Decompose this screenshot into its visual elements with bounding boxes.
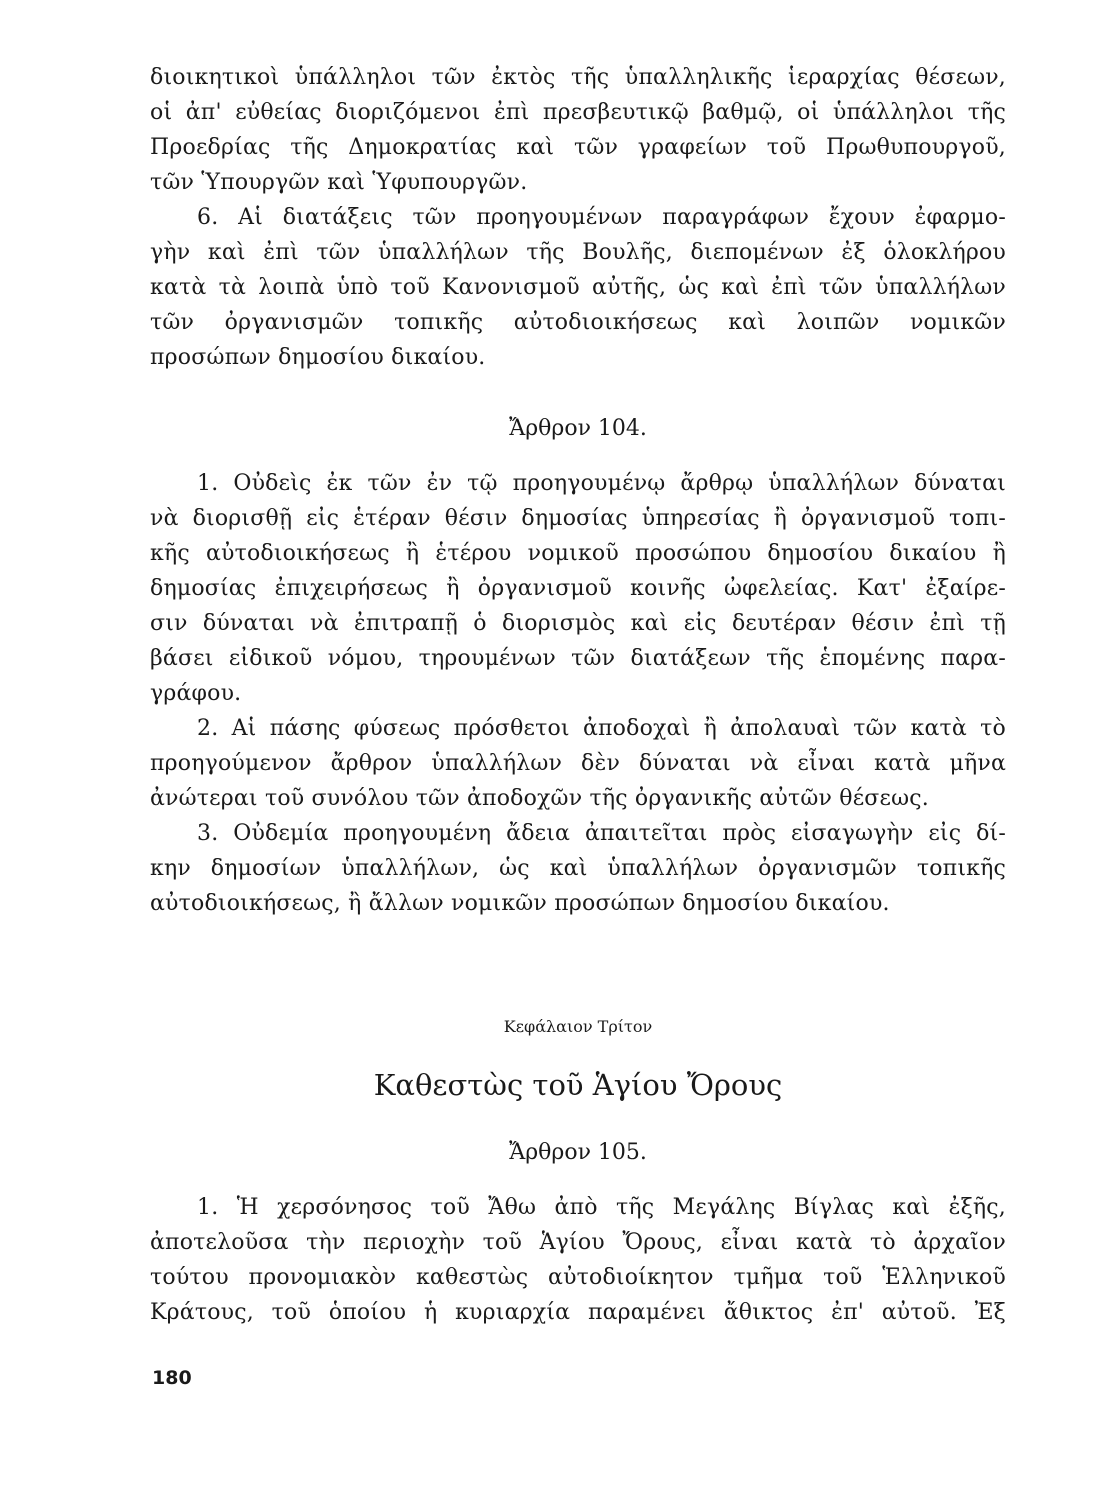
spacer [150,1105,1006,1135]
spacer [150,1170,1006,1190]
text-line: Προεδρίας τῆς Δημοκρατίας καὶ τῶν γραφείων τοῦ Πρωθυπουργοῦ, [150,135,1006,160]
text-line: τούτου προνομιακὸν καθεστὼς αὐτοδιοίκητον τμῆμα τοῦ Ἑλληνικοῦ [150,1265,1006,1290]
text-line: ἀνώτεραι τοῦ συνόλου τῶν ἀποδοχῶν τῆς ὀργανικῆς αὐτῶν θέσεως. [150,786,929,811]
text-line: τῶν Ὑπουργῶν καὶ Ὑφυπουργῶν. [150,170,528,195]
text-line: ἀποτελοῦσα τὴν περιοχὴν τοῦ Ἁγίου Ὄρους, εἶναι κατὰ τὸ ἀρχαῖον [150,1230,1006,1255]
text-line: κῆς αὐτοδιοικήσεως ἢ ἑτέρου νομικοῦ προσώπου δημοσίου δικαίου ἢ [150,541,1006,566]
text-line: κατὰ τὰ λοιπὰ ὑπὸ τοῦ Κανονισμοῦ αὐτῆς, ὡς καὶ ἐπὶ τῶν ὑπαλλήλων [150,275,1006,300]
spacer [150,1039,1006,1065]
text-line: Κράτους, τοῦ ὁποίου ἡ κυριαρχία παραμένει ἄθικτος ἐπ' αὐτοῦ. Ἐξ [150,1300,1006,1325]
text-line: τῶν ὀργανισμῶν τοπικῆς αὐτοδιοικήσεως καὶ λοιπῶν νομικῶν [150,310,1006,335]
article-104-paragraph-3 [150,816,1006,921]
article-104-title: Ἄρθρον 104. [509,416,647,441]
spacer [150,375,1006,411]
article-104-paragraph-2 [150,711,1006,816]
text-line: προσώπων δημοσίου δικαίου. [150,345,486,370]
text-line: 3. Οὐδεμία προηγουμένη ἄδεια ἀπαιτεῖται πρὸς εἰσαγωγὴν εἰς δί- [197,821,1006,846]
text-line: νὰ διορισθῇ εἰς ἑτέραν θέσιν δημοσίας ὑπηρεσίας ἢ ὀργανισμοῦ τοπι- [150,506,1006,531]
spacer [150,921,1006,1015]
page-body [150,60,1006,1330]
text-line: κην δημοσίων ὑπαλλήλων, ὡς καὶ ὑπαλλήλων ὀργανισμῶν τοπικῆς [150,856,1006,881]
chapter-label: Κεφάλαιον Τρίτον [503,1017,653,1036]
paragraph-6 [150,200,1006,375]
text-line: διοικητικοὶ ὑπάλληλοι τῶν ἐκτὸς τῆς ὑπαλληλικῆς ἱεραρχίας θέσεων, [150,65,1006,90]
article-104-paragraph-1 [150,466,1006,711]
article-105-paragraph-1 [150,1190,1006,1330]
text-line: σιν δύναται νὰ ἐπιτραπῇ ὁ διορισμὸς καὶ εἰς δευτέραν θέσιν ἐπὶ τῇ [150,611,1006,636]
text-line: γὴν καὶ ἐπὶ τῶν ὑπαλλήλων τῆς Βουλῆς, διεπομένων ἐξ ὁλοκλήρου [150,240,1006,265]
text-line: γράφου. [150,681,242,706]
text-line: 2. Αἱ πάσης φύσεως πρόσθετοι ἀποδοχαὶ ἢ ἀπολαυαὶ τῶν κατὰ τὸ [197,716,1006,741]
text-line: 1. Οὐδεὶς ἐκ τῶν ἐν τῷ προηγουμένῳ ἄρθρῳ ὑπαλλήλων δύναται [197,471,1006,496]
text-line: προηγούμενον ἄρθρον ὑπαλλήλων δὲν δύναται νὰ εἶναι κατὰ μῆνα [150,751,1006,776]
text-line: 6. Αἱ διατάξεις τῶν προηγουμένων παραγράφων ἔχουν ἐφαρμο- [197,205,1006,230]
text-line: οἱ ἀπ' εὐθείας διοριζόμενοι ἐπὶ πρεσβευτικῷ βαθμῷ, οἱ ὑπάλληλοι τῆς [150,100,1006,125]
article-105-title: Ἄρθρον 105. [509,1140,647,1165]
text-line: αὐτοδιοικήσεως, ἢ ἄλλων νομικῶν προσώπων δημοσίου δικαίου. [150,891,890,916]
page-number: 180 [152,1367,192,1389]
chapter-title: Καθεστὼς τοῦ Ἁγίου Ὄρους [373,1068,783,1102]
text-line: βάσει εἰδικοῦ νόμου, τηρουμένων τῶν διατάξεων τῆς ἑπομένης παρα- [150,646,1006,671]
paragraph-continuation [150,60,1006,200]
text-line: 1. Ἡ χερσόνησος τοῦ Ἄθω ἀπὸ τῆς Μεγάλης Βίγλας καὶ ἐξῆς, [197,1195,1006,1220]
text-line: δημοσίας ἐπιχειρήσεως ἢ ὀργανισμοῦ κοινῆς ὠφελείας. Κατ' ἐξαίρε- [150,576,1006,601]
spacer [150,446,1006,466]
